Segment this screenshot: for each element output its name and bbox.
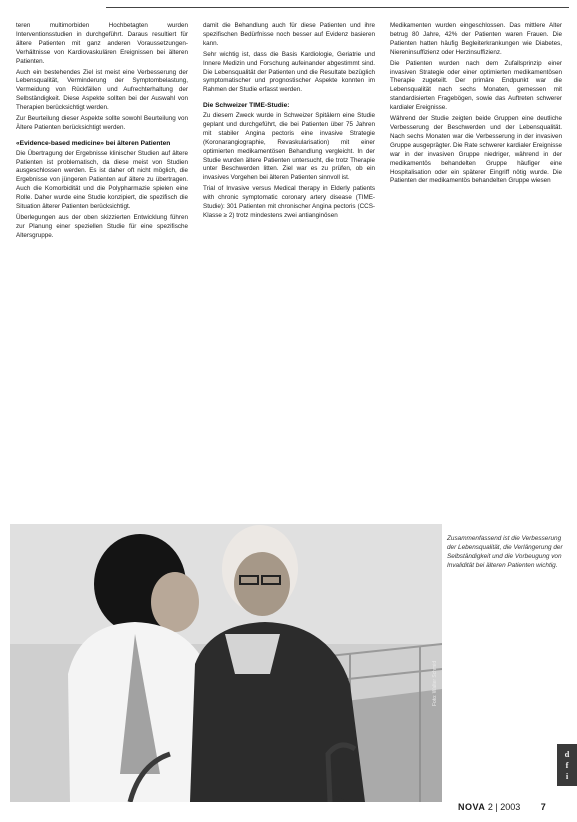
paragraph: Auch ein bestehendes Ziel ist meist eine Verbesserung der Lebensqualität, Verminderung der Symptombelastung, Vermeidung von Rückfällen und Aufrechterhaltung der Selbständigkeit. Diese Aspekte sollten bei der Auswahl von Therapien berücksichtigt werden. (16, 68, 188, 112)
paragraph: teren multimorbiden Hochbetagten wurden Interventionsstudien in durchgeführt. Daraus resultiert für ältere Patienten mit ganz anderen Voraussetzungen-Verhältnisse von Kardiovaskulären Ereignissen bei älteren Patienten. (16, 22, 188, 65)
issue-number: 2 | 2003 (487, 802, 521, 812)
tab-letter-f: f (565, 759, 569, 770)
paragraph: Zur Beurteilung dieser Aspekte sollte sowohl Beurteilung von Ältere Patienten berücksichtigt werden. (16, 115, 188, 131)
language-tab (557, 744, 577, 786)
magazine-name: NOVA (458, 802, 486, 812)
photo-nurse-with-elderly-patient (10, 524, 442, 802)
paragraph: Trial of Invasive versus Medical therapy in Elderly patients with chronic symptomatic coronary artery disease (TIME-Studie): 301 Patienten mit chronischer Angina pectoris (CCS-Klasse ≥ 2) trotz mindestens zwei antianginösen (203, 185, 375, 220)
tab-letter-d: d (564, 748, 570, 759)
paragraph: Zu diesem Zweck wurde in Schweizer Spitälern eine Studie geplant und durchgeführt, die bei Patienten über 75 Jahren mit stabiler Angina pectoris eine invasive Strategie (Koronarangiographie, Revaskularisation) mit einer optimierten medikamentösen Behandlung vergleicht. In der Studie wurden ältere Patienten untersucht, die trotz Therapie unter Beschwerden litten. Ziel war es zu prüfen, ob ein invasives Vorgehen bei älteren Patienten sinnvoll ist. (203, 112, 375, 182)
photo-credit: Foto: Walter Schmid (432, 660, 438, 706)
top-rule (106, 7, 569, 8)
photo-illustration (10, 524, 442, 802)
paragraph: Während der Studie zeigten beide Gruppen eine deutliche Verbesserung der Beschwerden und der Lebensqualität. Nach sechs Monaten war die Verbesserung in der invasiven Gruppe ausgeprägter. Die Rate schwerer kardialer Ereignisse war in der invasiven Gruppe niedriger, während in der medikamentös behandelten Gruppe häufiger eine Hospitalisation oder ein späterer Eingriff nötig wurde. Die Patienten der medikamentös behandelten Gruppe wiesen (390, 115, 562, 185)
paragraph: damit die Behandlung auch für diese Patienten und ihre spezifischen Bedürfnisse noch besser auf Evidenz basieren kann. (203, 22, 375, 47)
page-footer (458, 802, 546, 812)
tab-letter-i: i (565, 770, 569, 781)
paragraph: Die Patienten wurden nach dem Zufallsprinzip einer invasiven Strategie oder einer optimierten medikamentösen Therapie zugeteilt. Der primäre Endpunkt war die Lebensqualität nach sechs Monaten, gemessen mit standardisierten Fragebögen, sowie das Auftreten schwerer kardialer Ereignisse. (390, 59, 562, 112)
text-column-3 (390, 22, 562, 188)
paragraph: Sehr wichtig ist, dass die Basis Kardiologie, Geriatrie und Innere Medizin und Forschung aufeinander abgestimmt sind. Die Lebensqualität der Patienten und die Resultate bezüglich symptomatischer und prognostischer Aspekte konnten im Rahmen der Studie erfasst werden. (203, 50, 375, 94)
paragraph: Die Übertragung der Ergebnisse klinischer Studien auf ältere Patienten ist problematisch, da diese meist von Studien ausgeschlossen werden. Es ist daher oft nicht möglich, die Ergebnisse von jüngeren Patienten auf ältere zu übertragen. Auch die Komorbidität und die Polypharmazie spielen eine Rolle. Daher wurde eine Studie konzipiert, die spezifisch die Situation älterer Patienten berücksichtigt. (16, 149, 188, 211)
section-heading: Die Schweizer TIME-Studie: (203, 102, 290, 110)
text-column-1 (16, 22, 188, 243)
page-number: 7 (540, 802, 546, 812)
paragraph: Überlegungen aus der oben skizzierten Entwicklung führen zur Planung einer speziellen Studie für eine spezifische Altersgruppe. (16, 214, 188, 239)
text-column-2 (203, 22, 375, 223)
section-heading: «Evidence-based medicine» bei älteren Patienten (16, 139, 171, 147)
photo-caption: Zusammenfassend ist die Verbesserung der Lebensqualität, die Verlängerung der Selbständigkeit und die Vorbeugung von Invalidität bei älteren Patienten wichtig. (447, 535, 563, 569)
paragraph: Medikamenten wurden eingeschlossen. Das mittlere Alter betrug 80 Jahre, 42% der Patienten waren Frauen. Die Patienten hatten häufig Begleiterkrankungen wie Diabetes, Niereninsuffizienz oder Herzinsuffizienz. (390, 22, 562, 56)
